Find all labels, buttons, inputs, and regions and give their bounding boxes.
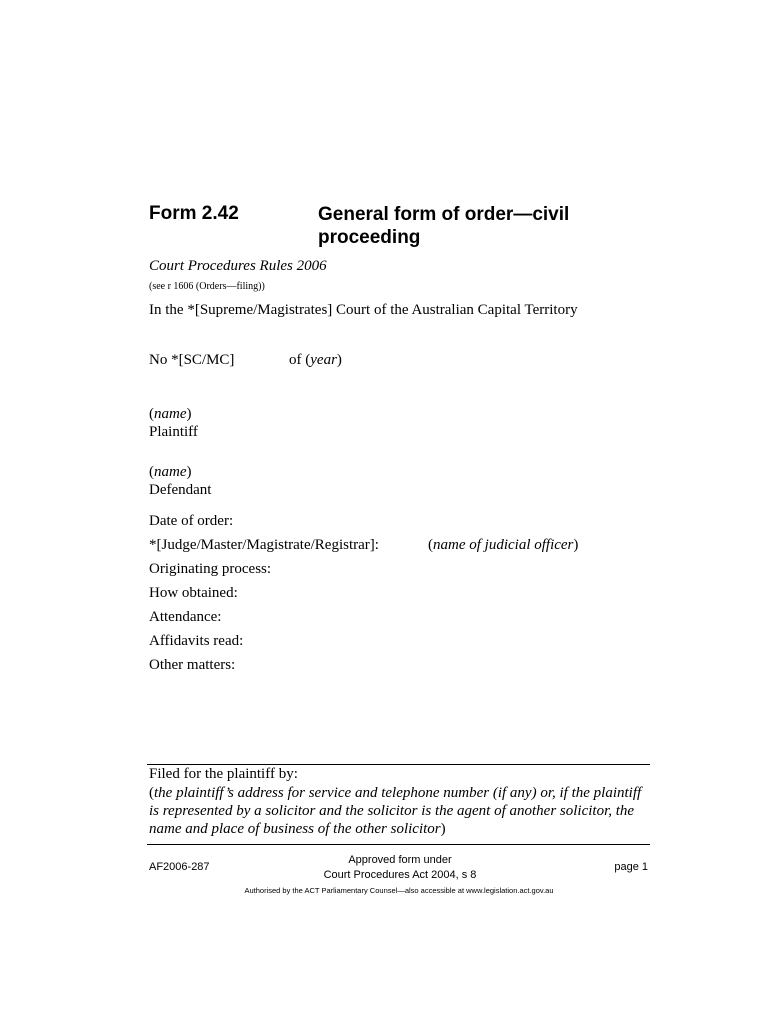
affidavits-read-label: Affidavits read: [149,633,244,649]
approved-line-1: Approved form under [348,854,452,866]
filed-by-instructions [149,784,649,838]
judicial-officer-placeholder: name of judicial officer [433,537,574,553]
form-title: General form of order—civil proceeding [318,204,570,248]
authorisation-note: Authorised by the ACT Parliamentary Counsel—also accessible at www.legislation.act.gov.au [244,886,554,895]
plaintiff-name: (name) [149,406,192,422]
judicial-officer-label: *[Judge/Master/Magistrate/Registrar]: [149,537,379,553]
other-matters-label: Other matters: [149,657,236,673]
case-number-label: No *[SC/MC] [149,352,235,368]
case-year-placeholder: year [310,352,337,368]
defendant-label: Defendant [149,482,212,498]
filed-divider-top [147,764,650,765]
case-year-suffix: ) [336,352,342,368]
form-code: AF2006-287 [149,861,210,873]
court-heading: In the *[Supreme/Magistrates] Court of the Australian Capital Territory [149,302,578,318]
how-obtained-label: How obtained: [149,585,238,601]
approved-form-note [300,853,500,883]
plaintiff-label: Plaintiff [149,424,198,440]
case-year-prefix: of ( [289,352,311,368]
filed-by-text: the plaintiff’s address for service and telephone number (if any) or, if the plaintiff is represented by a solicitor and the solicitor is the agent of another solicitor, the name and place of business of the other solicitor [149,785,642,837]
form-number: Form 2.42 [149,203,239,224]
defendant-name-placeholder: name [154,464,187,480]
defendant-name: (name) [149,464,192,480]
filed-open-paren: ( [149,785,154,801]
approved-line-2: Court Procedures Act 2004, s 8 [323,869,477,881]
filed-by-label: Filed for the plaintiff by: [149,766,298,782]
filed-close-paren: ) [440,821,446,837]
plaintiff-name-placeholder: name [154,406,187,422]
rule-reference: (see r 1606 (Orders—filing)) [149,281,265,292]
rules-citation: Court Procedures Rules 2006 [149,258,327,274]
attendance-label: Attendance: [149,609,222,625]
originating-process-label: Originating process: [149,561,272,577]
date-of-order-label: Date of order: [149,513,234,529]
page-number: page 1 [614,861,648,873]
judicial-officer-value: (name of judicial officer) [428,537,579,553]
case-year [289,352,342,369]
filed-divider-bottom [147,844,650,845]
